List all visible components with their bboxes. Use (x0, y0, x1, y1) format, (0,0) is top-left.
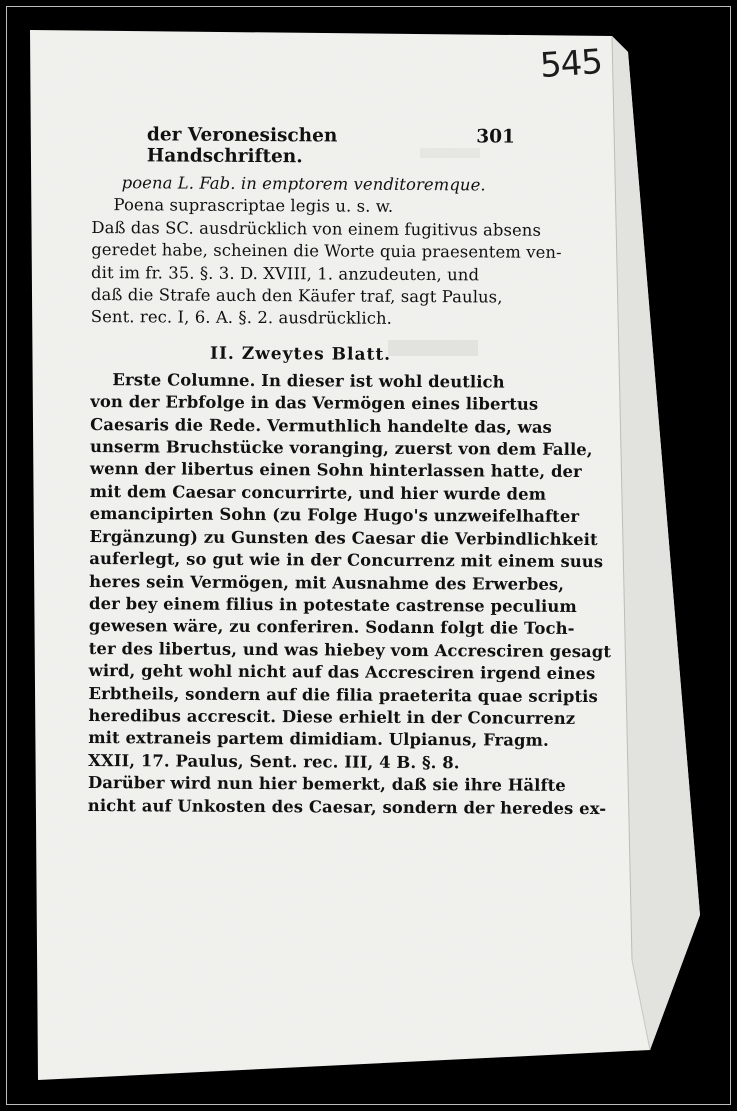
text-line: gewesen wäre, zu conferiren. Sodann folgt die Toch- (88, 616, 575, 639)
text-line: Erste Columne. In dieser ist wohl deutlich (112, 369, 505, 392)
text-line: auferlegt, so gut wie in der Concurrenz mit einem suus (89, 549, 604, 572)
running-head-title: der Veronesischen Handschriften. (146, 124, 338, 168)
text-line: geredet habe, scheinen die Worte quia praesentem ven- (91, 240, 562, 263)
text-line: von der Erbfolge in das Vermögen eines libertus (90, 392, 539, 414)
text-line: emancipirten Sohn (zu Folge Hugo's unzweifelhafter (89, 504, 580, 527)
text-line: unserm Bruchstücke voranging, zuerst von dem Falle, (89, 437, 593, 460)
text-line: Poena suprascriptae legis u. s. w. (113, 195, 394, 217)
text-line: wenn der libertus einen Sohn hinterlassen hatte, der (89, 459, 582, 482)
text-line: daß die Strafe auch den Käufer traf, sagt Paulus, (90, 285, 503, 307)
page-text (87, 124, 612, 820)
text-line: Sent. rec. I, 6. A. §. 2. ausdrücklich. (90, 307, 393, 329)
text-line: Erbtheils, sondern auf die filia praeterita quae scriptis (88, 683, 598, 706)
running-head (147, 124, 515, 168)
text-line: heredibus accrescit. Diese erhielt in der Concurrenz (88, 705, 576, 728)
top-paragraph (90, 172, 562, 331)
page-number: 301 (476, 126, 515, 148)
text-line: Daß das SC. ausdrücklich von einem fugitivus absens (91, 217, 542, 240)
text-line: heres sein Vermögen, mit Ausnahme des Erwerbes, (89, 571, 565, 594)
text-line: ter des libertus, und was hiebey vom Accresciren gesagt (88, 638, 612, 661)
text-line: mit extraneis partem dimidiam. Ulpianus, Fragm. (88, 728, 549, 751)
handwritten-folio-number: 545 (538, 41, 604, 87)
text-line: Darüber wird nun hier bemerkt, daß sie ihre Hälfte (87, 773, 566, 796)
text-line: der bey einem filius in potestate castrense peculium (89, 593, 577, 616)
body-paragraph (87, 369, 612, 820)
text-line: Caesaris die Rede. Vermuthlich handelte das, was (90, 414, 552, 437)
text-line: Ergänzung) zu Gunsten des Caesar die Verbindlichkeit (89, 526, 598, 549)
text-line: poena L. Fab. in emptorem venditoremque. (121, 173, 486, 195)
text-line: mit dem Caesar concurrirte, und hier wurde dem (89, 481, 547, 504)
text-line: dit im fr. 35. §. 3. D. XVIII, 1. anzudeuten, und (91, 262, 480, 284)
section-heading: II. Zweytes Blatt. (209, 343, 392, 365)
text-line: XXII, 17. Paulus, Sent. rec. III, 4 B. §. 8. (88, 750, 460, 773)
text-line: nicht auf Unkosten des Caesar, sondern der heredes ex- (87, 795, 607, 818)
text-line: wird, geht wohl nicht auf das Accresciren irgend eines (88, 661, 596, 684)
